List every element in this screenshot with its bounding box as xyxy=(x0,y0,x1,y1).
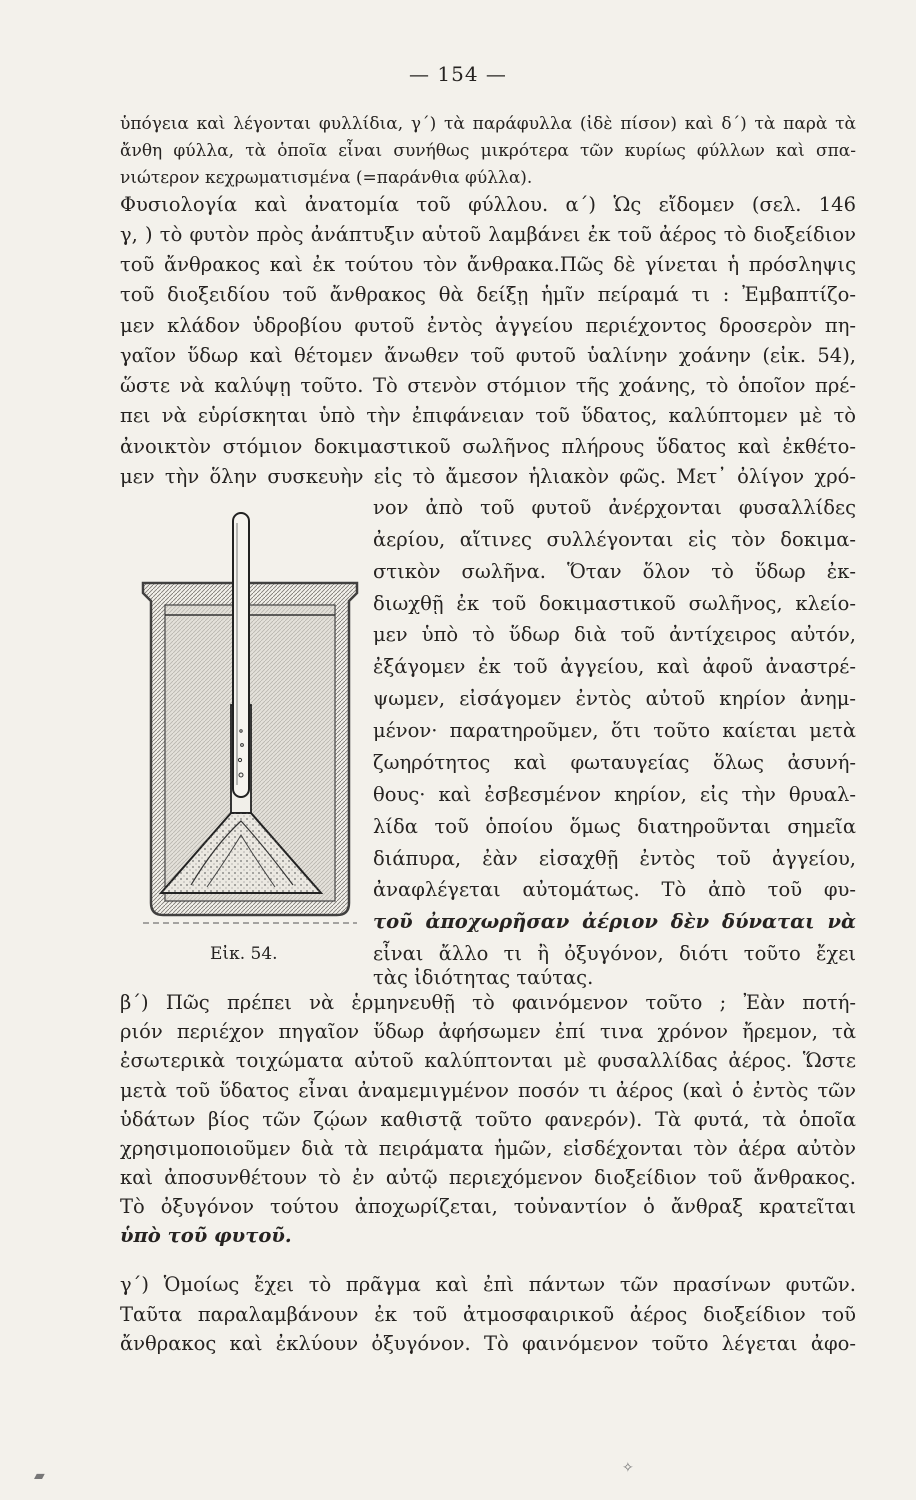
text-line: τοῦ ἀποχωρῆσαν ἀέριον δὲν δύναται νὰ xyxy=(373,910,856,933)
figure-caption: Εἰκ. 54. xyxy=(210,944,278,964)
text-line: θους· καὶ ἐσβεσμένον κηρίον, εἰς τὴν θρυαλ- xyxy=(373,783,856,806)
text-line: τὰς ἰδιότητας ταύτας. xyxy=(373,966,594,989)
text-line: ὑπὸ τοῦ φυτοῦ. xyxy=(120,1224,292,1247)
text-line: ἐξάγομεν ἐκ τοῦ ἀγγείου, καὶ ἀφοῦ ἀναστρέ- xyxy=(373,655,856,678)
text-line: τοῦ διοξειδίου τοῦ ἄνθρακος θὰ δείξῃ ἡμῖν πείραμά τι : Ἐμβαπτίζο- xyxy=(120,283,856,306)
text-line: καὶ ἀποσυνθέτουν τὸ ἐν αὐτῷ περιεχόμενον διοξείδιον τοῦ ἄνθρακος. xyxy=(120,1166,856,1189)
text-line: ψωμεν, εἰσάγομεν ἐντὸς αὐτοῦ κηρίον ἀνημ- xyxy=(373,687,856,710)
text-line: ὥστε νὰ καλύψῃ τοῦτο. Τὸ στενὸν στόμιον τῆς χοάνης, τὸ ὁποῖον πρέ- xyxy=(120,374,856,397)
text-line: γαῖον ὕδωρ καὶ θέτομεν ἄνωθεν τοῦ φυτοῦ ὑαλίνην χοάνην (εἰκ. 54), xyxy=(120,344,856,367)
text-line: μεν ὑπὸ τὸ ὕδωρ διὰ τοῦ ἀντίχειρος αὐτόν, xyxy=(373,623,856,646)
text-line: Τὸ ὀξυγόνον τούτου ἀποχωρίζεται, τοὐναντίον ὁ ἄνθραξ κρατεῖται xyxy=(120,1195,856,1218)
text-line: μεν τὴν ὅλην συσκευὴν εἰς τὸ ἄμεσον ἡλιακὸν φῶς. Μετ᾽ ὀλίγον χρό- xyxy=(120,465,856,488)
text-line: ὑπόγεια καὶ λέγονται φυλλίδια, γ΄) τὰ παράφυλλα (ἰδὲ πίσον) καὶ δ΄) τὰ παρὰ τὰ xyxy=(120,114,856,134)
text-line: ριόν περιέχον πηγαῖον ὕδωρ ἀφήσωμεν ἐπί τινα χρόνον ἤρεμον, τὰ xyxy=(120,1020,856,1043)
text-line: λίδα τοῦ ὁποίου ὅμως διατηροῦνται σημεῖα xyxy=(373,815,856,838)
ink-blemish: ▰ xyxy=(34,1468,45,1484)
text-line: μένον· παρατηροῦμεν, ὅτι τοῦτο καίεται μετὰ xyxy=(373,719,856,742)
text-line: ἐσωτερικὰ τοιχώματα αὐτοῦ καλύπτονται μὲ φυσαλλίδας ἀέρος. Ὥστε xyxy=(120,1049,856,1072)
text-line: ἀναφλέγεται αὐτομάτως. Τὸ ἀπὸ τοῦ φυ- xyxy=(373,878,856,901)
beaker-illustration xyxy=(125,505,375,945)
text-line: β΄) Πῶς πρέπει νὰ ἑρμηνευθῇ τὸ φαινόμενον τοῦτο ; Ἐὰν ποτή- xyxy=(120,991,856,1014)
text-line: ἀνοικτὸν στόμιον δοκιμαστικοῦ σωλῆνος πλήρους ὕδατος καὶ ἐκθέτο- xyxy=(120,435,856,458)
text-line: ἄνθρακος καὶ ἐκλύουν ὀξυγόνον. Τὸ φαινόμενον τοῦτο λέγεται ἀφο- xyxy=(120,1332,856,1355)
text-line: διωχθῇ ἐκ τοῦ δοκιμαστικοῦ σωλῆνος, κλείο- xyxy=(373,592,856,615)
text-line: Ταῦτα παραλαμβάνουν ἐκ τοῦ ἀτμοσφαιρικοῦ ἀέρος διοξείδιον τοῦ xyxy=(120,1303,856,1326)
page-number: — 154 — xyxy=(409,62,507,86)
text-line: ζωηρότητος καὶ φωταυγείας ὅλως ἀσυνή- xyxy=(373,751,856,774)
text-line: διάπυρα, ἐὰν εἰσαχθῇ ἐντὸς τοῦ ἀγγείου, xyxy=(373,847,856,870)
text-line: εἶναι ἄλλο τι ἢ ὀξυγόνον, διότι τοῦτο ἔχει xyxy=(373,942,856,965)
text-line: μετὰ τοῦ ὕδατος εἶναι ἀναμεμιγμένον ποσόν τι ἀέρος (καὶ ὁ ἐντὸς τῶν xyxy=(120,1079,856,1102)
text-line: ἀερίου, αἵτινες συλλέγονται εἰς τὸν δοκιμα- xyxy=(373,528,856,551)
text-line: τοῦ ἄνθρακος καὶ ἐκ τούτου τὸν ἄνθρακα.Πῶς δὲ γίνεται ἡ πρόσληψις xyxy=(120,253,856,276)
text-line: γ΄) Ὁμοίως ἔχει τὸ πρᾶγμα καὶ ἐπὶ πάντων τῶν πρασίνων φυτῶν. xyxy=(120,1273,856,1296)
text-line: νον ἀπὸ τοῦ φυτοῦ ἀνέρχονται φυσαλλίδες xyxy=(373,496,856,519)
text-line: μεν κλάδον ὑδροβίου φυτοῦ ἐντὸς ἀγγείου περιέχοντος δροσερὸν πη- xyxy=(120,314,856,337)
text-line: χρησιμοποιοῦμεν διὰ τὰ πειράματα ἡμῶν, εἰσδέχονται τὸν ἀέρα αὐτὸν xyxy=(120,1137,856,1160)
text-line: Φυσιολογία καὶ ἀνατομία τοῦ φύλλου. α΄) Ὡς εἴδομεν (σελ. 146 xyxy=(120,193,856,216)
text-line: ὑδάτων βίος τῶν ζῴων καθιστᾷ τοῦτο φανερόν). Τὰ φυτά, τὰ ὁποῖα xyxy=(120,1108,856,1131)
text-line: γ, ) τὸ φυτὸν πρὸς ἀνάπτυξιν αὑτοῦ λαμβάνει ἐκ τοῦ ἀέρος τὸ διοξείδιον xyxy=(120,223,856,246)
text-line: ἄνθη φύλλα, τὰ ὁποῖα εἶναι συνήθως μικρότερα τῶν κυρίως φύλλων καὶ σπα- xyxy=(120,141,856,161)
ink-blemish: ✧ xyxy=(622,1460,634,1476)
text-line: νιώτερον κεχρωματισμένα (=παράνθια φύλλα). xyxy=(120,168,533,188)
text-line: στικὸν σωλῆνα. Ὅταν ὅλον τὸ ὕδωρ ἐκ- xyxy=(373,560,856,583)
text-line: πει νὰ εὑρίσκηται ὑπὸ τὴν ἐπιφάνειαν τοῦ ὕδατος, καλύπτομεν μὲ τὸ xyxy=(120,404,856,427)
